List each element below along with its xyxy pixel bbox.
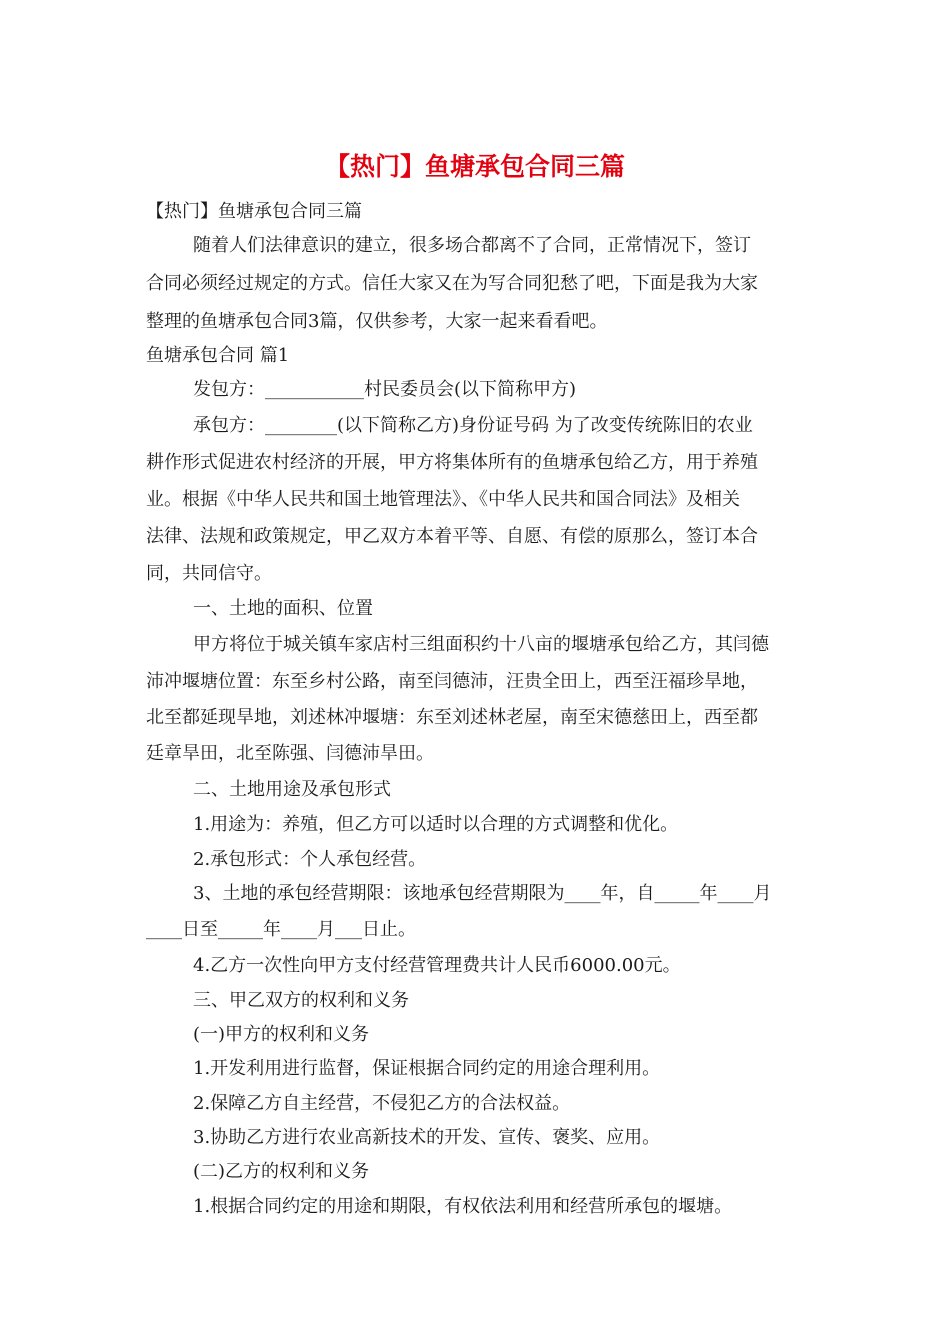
clause-2-heading: 二、土地用途及承包形式 <box>193 779 391 800</box>
party-b-line-3: 业。根据《中华人民共和国土地管理法》、《中华人民共和国合同法》及相关 <box>146 489 740 510</box>
clause-3-line-2: ____日至_____年____月___日止。 <box>146 919 416 940</box>
clause-1-line-2: 沛冲堰塘位置：东至乡村公路，南至闫德沛，汪贵全田上，西至汪福珍旱地， <box>146 671 758 692</box>
party-a-right-1: 1.开发利用进行监督，保证根据合同约定的用途合理利用。 <box>193 1058 661 1079</box>
party-b-right-1: 1.根据合同约定的用途和期限，有权依法利用和经营所承包的堰塘。 <box>193 1196 733 1217</box>
clause-2-item-2: 2.承包形式：个人承包经营。 <box>193 849 427 870</box>
clause-1-line-4: 廷章旱田，北至陈强、闫德沛旱田。 <box>146 743 434 764</box>
intro-line-3: 整理的鱼塘承包合同3篇，仅供参考，大家一起来看看吧。 <box>146 311 608 332</box>
party-b-line-1: 承包方：________(以下简称乙方)身份证号码 为了改变传统陈旧的农业 <box>193 415 753 436</box>
party-b-line-5: 同，共同信守。 <box>146 563 272 584</box>
document-subtitle: 【热门】鱼塘承包合同三篇 <box>146 201 362 222</box>
section-heading: 鱼塘承包合同 篇1 <box>146 345 290 366</box>
clause-1-heading: 一、土地的面积、位置 <box>193 598 373 619</box>
party-a-right-2: 2.保障乙方自主经营，不侵犯乙方的合法权益。 <box>193 1093 571 1114</box>
party-b-line-4: 法律、法规和政策规定，甲乙双方本着平等、自愿、有偿的原那么，签订本合 <box>146 526 758 547</box>
party-b-rights-heading: (二)乙方的权利和义务 <box>193 1161 370 1182</box>
clause-2-item-1: 1.用途为：养殖，但乙方可以适时以合理的方式调整和优化。 <box>193 814 679 835</box>
clause-1-line-1: 甲方将位于城关镇车家店村三组面积约十八亩的堰塘承包给乙方，其闫德 <box>193 634 769 655</box>
clause-1-line-3: 北至都延现旱地，刘述林冲堰塘：东至刘述林老屋，南至宋德慈田上，西至都 <box>146 707 758 728</box>
party-a-right-3: 3.协助乙方进行农业高新技术的开发、宣传、褒奖、应用。 <box>193 1127 661 1148</box>
party-a-rights-heading: (一)甲方的权利和义务 <box>193 1024 370 1045</box>
party-b-line-2: 耕作形式促进农村经济的开展，甲方将集体所有的鱼塘承包给乙方，用于养殖 <box>146 452 758 473</box>
rights-heading: 三、甲乙双方的权利和义务 <box>193 990 409 1011</box>
document-title: 【热门】鱼塘承包合同三篇 <box>324 152 625 181</box>
party-a-line: 发包方：___________村民委员会(以下简称甲方) <box>193 379 577 400</box>
clause-4: 4.乙方一次性向甲方支付经营管理费共计人民币6000.00元。 <box>193 955 681 976</box>
intro-line-2: 合同必须经过规定的方式。信任大家又在为写合同犯愁了吧，下面是我为大家 <box>146 273 758 294</box>
intro-line-1: 随着人们法律意识的建立，很多场合都离不了合同，正常情况下，签订 <box>193 235 751 256</box>
clause-3-line-1: 3、土地的承包经营期限：该地承包经营期限为____年，自_____年____月 <box>193 883 772 904</box>
